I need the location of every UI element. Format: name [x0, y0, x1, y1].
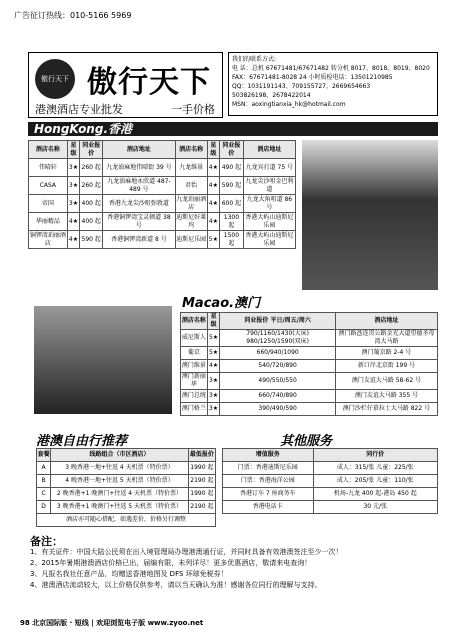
table-cell: 香港铜锣湾新道 8 号: [103, 231, 175, 249]
table-cell: 3★: [207, 403, 220, 416]
table-cell: 660/940/1090: [220, 347, 336, 360]
hk-hotel-table: [28, 140, 296, 249]
column-header: 星级: [207, 313, 220, 330]
table-cell: 3★: [207, 390, 220, 403]
table-cell: 2 晚香港+1 晚澳门+往返 4 天机票（特价票）: [51, 488, 189, 501]
other-service-table: [222, 448, 438, 514]
column-header: 星级: [207, 141, 220, 159]
brand-header: [28, 52, 223, 118]
column-header: 同业报价: [220, 141, 244, 159]
table-cell: 5★: [207, 347, 220, 360]
table-cell: 澳门维景: [181, 360, 208, 373]
table-row: [37, 475, 216, 488]
table-cell: 香港电话卡: [223, 501, 314, 514]
table-cell: 790/1160/1430(大床) 980/1250/1590(双床): [220, 330, 336, 347]
table-cell: 30 元/张: [313, 501, 437, 514]
table-cell: 4★: [67, 231, 80, 249]
other-title: 其他服务: [280, 434, 333, 449]
table-header-row: [181, 313, 438, 330]
table-cell: 澳门友谊大马路 355 号: [335, 390, 437, 403]
table-cell: 香港订车 7 座商务车: [223, 488, 314, 501]
table-row: [181, 347, 438, 360]
table-row: [223, 488, 438, 501]
table-cell: 4★: [207, 195, 220, 213]
table-cell: 澳门格兰: [181, 403, 208, 416]
note-item: 2、2015年暑期港澳酒店价格已出，届编有限，未列详尽！更多优惠酒店，敬请来电查询！: [30, 559, 312, 567]
table-cell: 铜锣湾珀丽酒店: [29, 231, 66, 247]
table-cell: 1990 起: [188, 488, 215, 501]
table-cell: 3 晚香港+1 晚澳门+往返 5 天机票（特价票）: [51, 501, 189, 514]
brand-logo: 傲行天下: [35, 59, 75, 99]
column-header: 酒店名称: [175, 141, 207, 159]
tour-table: [36, 448, 216, 527]
table-cell: 门票：香港迪斯尼乐园: [223, 462, 314, 475]
table-cell: 5★: [207, 330, 220, 347]
tour-title: 港澳自由行推荐: [36, 434, 128, 449]
note-item: 3、凡报名我社任意产品，均赠送香港地图及 DFS 环球免税券！: [30, 570, 228, 578]
column-header: 线路组合（市区酒店）: [51, 449, 189, 462]
column-header: 星级: [67, 141, 80, 159]
table-cell: 590 起: [220, 177, 244, 195]
table-cell: 660/740/890: [220, 390, 336, 403]
table-cell: 华丽精品: [29, 213, 68, 231]
table-cell: 新口岸北京街 199 号: [335, 360, 437, 373]
table-row: [181, 360, 438, 373]
table-cell: 4★: [67, 213, 80, 231]
table-cell: 490/550/550: [220, 373, 336, 390]
table-cell: 九龙维景: [175, 159, 207, 177]
table-row: [223, 462, 438, 475]
table-cell: 九龙尖沙咀金巴利道: [243, 177, 295, 195]
column-header: 增值服务: [223, 449, 314, 462]
table-cell: 九龙宾打道 75 号: [243, 159, 295, 177]
table-header-row: [37, 449, 216, 462]
table-cell: 540/720/890: [220, 360, 336, 373]
table-row: [29, 231, 296, 249]
table-cell: 4★: [207, 360, 220, 373]
contact-line: 我们的联系方式:: [232, 56, 277, 63]
table-cell: 香港铜锣湾宝灵顿道 38 号: [103, 213, 175, 231]
table-cell: 澳门路氹连贯公路金光大道望德圣母湾大马路: [335, 330, 437, 347]
table-cell: 3★: [67, 177, 80, 195]
contact-line: MSN：aoxingtianxia_hk@hotmail.com: [232, 101, 346, 108]
table-row: [181, 390, 438, 403]
table-cell: 4★: [207, 159, 220, 177]
table-cell: 九龙珀丽酒店: [176, 195, 207, 211]
table-cell: 九龙大角咀道 86 号: [243, 195, 295, 213]
table-cell: 260 起: [80, 177, 103, 195]
table-cell: 590 起: [80, 231, 103, 249]
macao-hotel-table: [180, 312, 438, 416]
table-cell: 1500 起: [220, 231, 244, 249]
contact-line: 503826198、2678422014: [232, 92, 311, 99]
table-cell: A: [37, 462, 51, 475]
column-header: 酒店名称: [29, 141, 68, 159]
table-cell: D: [37, 501, 51, 514]
contact-line: FAX：67671481-8028 24 小时质检电话：13501210985: [232, 74, 393, 81]
table-cell: 4★: [207, 177, 220, 195]
column-header: 酒店名称: [181, 313, 208, 330]
table-row: [29, 195, 296, 213]
table-cell: 澳门新丽华: [181, 373, 206, 388]
table-cell: B: [37, 475, 51, 488]
table-cell: 260 起: [80, 159, 103, 177]
table-cell: 4 晚香港一地+往返 5 天机票（特价票）: [51, 475, 189, 488]
table-cell: 400 起: [80, 213, 103, 231]
column-header: 酒店地址: [243, 141, 295, 159]
table-cell: 2190 起: [188, 501, 215, 514]
table-cell: 迪斯尼乐园: [175, 231, 207, 249]
column-header: 同业报价: [80, 141, 103, 159]
table-cell: 成人：205/张 儿童：110/张: [313, 475, 437, 488]
footer: 98 北京国际版 · 短线 | 欢迎浏览电子版 www.zyoo.net: [20, 619, 204, 627]
table-cell: 葡京: [181, 347, 208, 360]
table-cell: 4★: [207, 213, 220, 231]
table-row: [181, 403, 438, 416]
table-cell: 威尼斯人: [181, 330, 208, 347]
table-row: [29, 159, 296, 177]
table-row: [37, 501, 216, 514]
table-cell: 九龙油麻地伟晴街 39 号: [103, 159, 175, 177]
table-cell: 2190 起: [188, 475, 215, 488]
column-header: 酒店地址: [335, 313, 437, 330]
table-cell: 600 起: [220, 195, 244, 213]
table-cell: 390/490/590: [220, 403, 336, 416]
column-header: 同业报价 平日/周五/周六: [220, 313, 336, 330]
table-cell: 3★: [67, 195, 80, 213]
column-header: 同行价: [313, 449, 437, 462]
column-header: 最低报价: [188, 449, 215, 462]
table-cell: 香港大屿山迪斯尼乐园: [243, 231, 295, 249]
table-cell: 490 起: [220, 159, 244, 177]
table-cell: 伟晴轩: [29, 159, 68, 177]
notes: [30, 536, 440, 591]
table-header-row: [29, 141, 296, 159]
contact-box: [228, 52, 438, 116]
macao-title: Macao.澳门: [182, 296, 261, 311]
table-cell: 成人：315/张 儿童：225/张: [313, 462, 437, 475]
table-cell: 迪斯尼好莱坞: [176, 213, 207, 229]
table-note: 酒店亦可随心搭配，如遇差价，价格另行调整: [37, 514, 216, 527]
table-row: [181, 373, 438, 390]
table-cell: 香港大屿山迪斯尼乐园: [243, 213, 295, 231]
table-cell: 九龙油麻地永欣道 487-489 号: [103, 177, 175, 195]
ad-hotline: 广告征订热线：010-5166 5969: [14, 11, 132, 20]
table-cell: CASA: [29, 177, 68, 195]
table-cell: 澳门友谊大马路 58-62 号: [335, 373, 437, 390]
table-row: [223, 475, 438, 488]
table-cell: 帝国: [29, 195, 68, 213]
table-row: [223, 501, 438, 514]
table-cell: 澳门沙栏仔慕拉士大马路 822 号: [335, 403, 437, 416]
column-header: 套餐: [37, 449, 51, 462]
table-cell: 1300 起: [220, 213, 244, 231]
notes-title: 备注：: [30, 535, 63, 548]
table-cell: 1990 起: [188, 462, 215, 475]
macao-ruins-photo: [34, 306, 172, 414]
table-row: [181, 330, 438, 347]
table-row: [29, 213, 296, 231]
contact-line: QQ：1031191143、709155727、2669654663: [232, 83, 371, 90]
table-cell: 澳门葡京路 2-4 号: [335, 347, 437, 360]
contact-line: 电 话：总机 67671481/67671482 转分机 8017、8018、8019、8020: [232, 65, 430, 72]
table-cell: 3★: [67, 159, 80, 177]
brand-name: 傲行天下: [87, 65, 211, 100]
table-row: [37, 462, 216, 475]
table-cell: C: [37, 488, 51, 501]
table-cell: 门票：香港海洋公园: [223, 475, 314, 488]
hk-storefront-photo: [302, 140, 438, 290]
table-cell: 3★: [207, 373, 220, 390]
hk-section-bar: HongKong.香港: [28, 122, 438, 136]
table-cell: 3 晚香港一地+往返 4 天机票（特价票）: [51, 462, 189, 475]
brand-slogan: 港澳酒店专业批发 一手价格: [35, 103, 215, 116]
table-cell: 400 起: [80, 195, 103, 213]
column-header: 酒店地址: [103, 141, 175, 159]
note-item: 1、有关证件：中国大陆公民须在出入境管理局办理港澳通行证，并同时具备有效港澳签注至少一次！: [30, 548, 343, 556]
table-row: [29, 177, 296, 195]
table-row: [37, 488, 216, 501]
note-item: 4、港澳酒店流动较大，以上价格仅供参考，请以当天确认为准！感谢各位同行的理解与支持。: [30, 581, 322, 589]
table-header-row: [223, 449, 438, 462]
table-cell: 君怡: [175, 177, 207, 195]
table-cell: 5★: [207, 231, 220, 249]
table-cell: 香港九龙尖沙咀弥敦道: [103, 195, 175, 213]
table-cell: 机场-九龙 400 起-港岛 450 起: [313, 488, 437, 501]
table-cell: 澳门总统: [181, 390, 208, 403]
